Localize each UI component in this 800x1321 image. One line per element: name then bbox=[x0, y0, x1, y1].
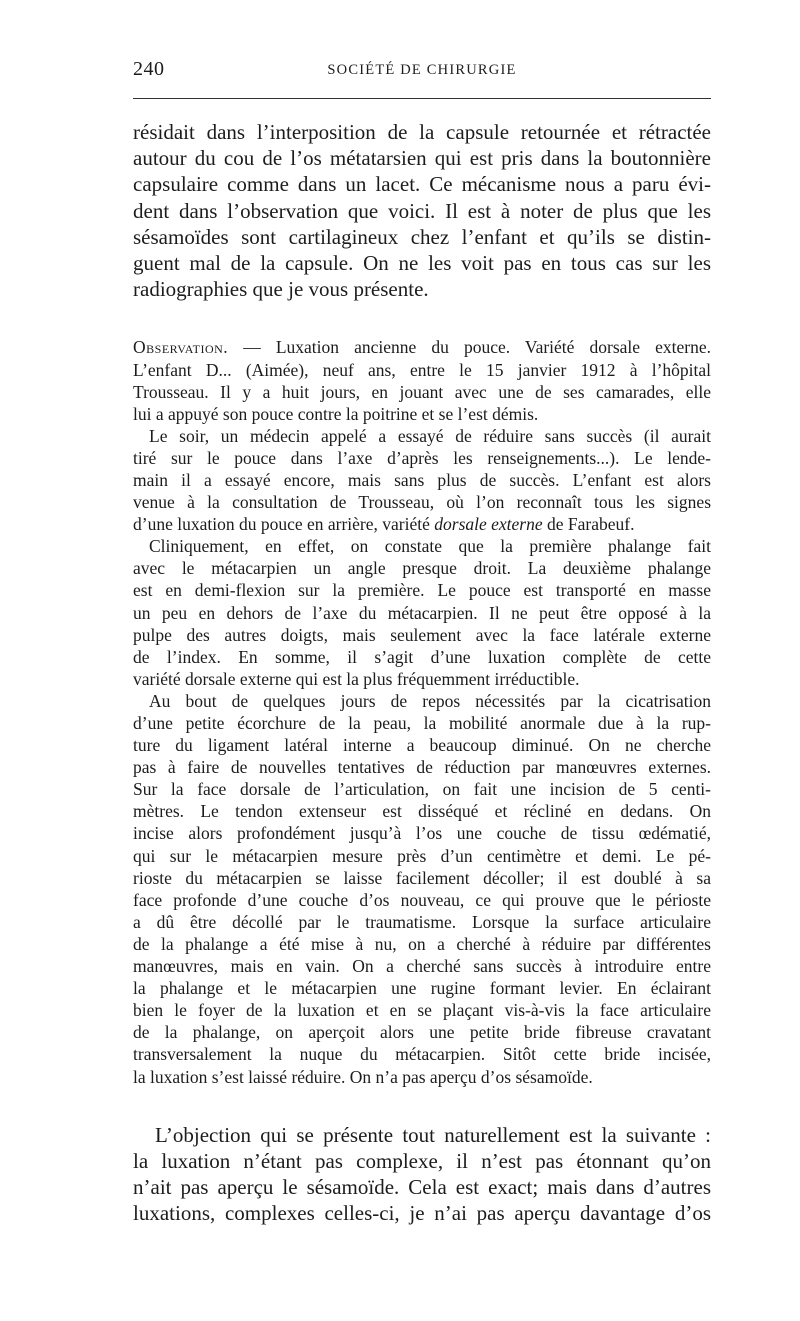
paragraph-objection bbox=[133, 1122, 711, 1227]
text-line: a dû être décollé par le traumatisme. Lorsque la surface articulaire bbox=[133, 911, 711, 932]
text-line: un peu en dehors de l’axe du métacarpien. Il ne peut être opposé à la bbox=[133, 602, 711, 623]
text-line: Le soir, un médecin appelé a essayé de réduire sans succès (il aurait bbox=[149, 425, 711, 446]
text-line: pulpe des autres doigts, mais seulement avec la face latérale externe bbox=[133, 624, 711, 645]
running-title: SOCIÉTÉ DE CHIRURGIE bbox=[327, 62, 517, 78]
text-line: L’enfant D... (Aimée), neuf ans, entre le 15 janvier 1912 à l’hôpital bbox=[133, 359, 711, 380]
text-line: Cliniquement, en effet, on constate que la première phalange fait bbox=[149, 536, 711, 557]
observation-heading-line bbox=[133, 336, 711, 358]
text-line: variété dorsale externe qui est la plus fréquemment irréductible. bbox=[133, 668, 580, 689]
text-line: tiré sur le pouce dans l’axe d’après les renseignements...). Le lende- bbox=[133, 447, 711, 468]
observation-intro bbox=[133, 336, 711, 424]
text-line: de la phalange a été mise à nu, on a cherché à réduire par différentes bbox=[133, 933, 711, 954]
text-line: bien le foyer de la luxation et en se plaçant vis-à-vis la face articulaire bbox=[133, 1000, 711, 1021]
text-line: est en demi-flexion sur la première. Le pouce est transporté en masse bbox=[133, 580, 711, 601]
text-line: mètres. Le tendon extenseur est disséqué et récliné en dedans. On bbox=[133, 801, 711, 822]
text-line: ture du ligament latéral interne a beaucoup diminué. On ne cherche bbox=[133, 735, 711, 756]
text-line: luxations, complexes celles-ci, je n’ai pas aperçu davantage d’os bbox=[133, 1201, 711, 1226]
observation-section bbox=[133, 336, 711, 1087]
text-line: guent mal de la capsule. On ne les voit pas en tous cas sur les bbox=[133, 251, 711, 276]
text-line: n’ait pas aperçu le sésamoïde. Cela est exact; mais dans d’autres bbox=[133, 1175, 711, 1200]
paragraph-clinique bbox=[133, 535, 711, 690]
text-line: radiographies que je vous présente. bbox=[133, 277, 429, 302]
text-line: venue à la consultation de Trousseau, où l’on reconnaît tous les signes bbox=[133, 492, 711, 513]
paragraph-capsule bbox=[133, 119, 711, 302]
text-fragment: d’une luxation du pouce en arrière, variété bbox=[133, 514, 435, 535]
text-line: manœuvres, mais en vain. On a cherché sans succès à introduire entre bbox=[133, 956, 711, 977]
text-fragment: de Farabeuf. bbox=[542, 514, 635, 535]
text-line: la luxation s’est laissé réduire. On n’a pas aperçu d’os sésamoïde. bbox=[133, 1066, 593, 1087]
text-line: la luxation n’étant pas complexe, il n’est pas étonnant qu’on bbox=[133, 1148, 711, 1173]
text-line: avec le métacarpien un angle presque droit. La deuxième phalange bbox=[133, 558, 711, 579]
book-page bbox=[133, 56, 711, 1226]
text-line: face profonde d’une couche d’os nouveau, ce qui prouve que le périoste bbox=[133, 889, 711, 910]
text-line: Au bout de quelques jours de repos nécessités par la cicatrisation bbox=[149, 690, 711, 711]
text-line: Trousseau. Il y a huit jours, en jouant avec une de ses camarades, elle bbox=[133, 381, 711, 402]
text-line: Sur la face dorsale de l’articulation, on fait une incision de 5 centi- bbox=[133, 779, 711, 800]
observation-title: — Luxation ancienne du pouce. Variété dorsale externe. bbox=[228, 337, 711, 358]
text-line: pas à faire de nouvelles tentatives de réduction par manœuvres externes. bbox=[133, 757, 711, 778]
text-line: lui a appuyé son pouce contre la poitrine et se l’est démis. bbox=[133, 403, 539, 424]
text-line: d’une petite écorchure de la peau, la mobilité anormale due à la rup- bbox=[133, 713, 711, 734]
header-rule bbox=[133, 98, 711, 99]
paragraph-operation bbox=[133, 690, 711, 1088]
text-line: capsulaire comme dans un lacet. Ce mécanisme nous a paru évi- bbox=[133, 172, 711, 197]
text-line: qui sur le métacarpien mesure près d’un centimètre et demi. Le pé- bbox=[133, 845, 711, 866]
text-line: incise alors profondément jusqu’à l’os une couche de tissu œdématié, bbox=[133, 823, 711, 844]
text-line bbox=[133, 513, 711, 535]
text-line: résidait dans l’interposition de la capsule retournée et rétractée bbox=[133, 120, 711, 144]
text-line: autour du cou de l’os métatarsien qui est pris dans la boutonnière bbox=[133, 146, 711, 171]
paragraph-soir bbox=[133, 425, 711, 535]
text-line: L’objection qui se présente tout naturellement est la suivante : bbox=[155, 1122, 711, 1147]
text-line: la phalange et le métacarpien une rugine formant levier. En éclairant bbox=[133, 978, 711, 999]
text-line: transversalement la nuque du métacarpien. Sitôt cette bride incisée, bbox=[133, 1044, 711, 1065]
text-line: sésamoïdes sont cartilagineux chez l’enfant et qu’ils se distin- bbox=[133, 224, 711, 249]
text-line: main il a essayé encore, mais sans plus de succès. L’enfant est alors bbox=[133, 469, 711, 490]
text-line: de l’index. En somme, il s’agit d’une luxation complète de cette bbox=[133, 646, 711, 667]
page-number: 240 bbox=[133, 58, 165, 80]
running-head bbox=[133, 56, 711, 84]
text-line: dent dans l’observation que voici. Il est à noter de plus que les bbox=[133, 198, 711, 223]
observation-label: Observation. bbox=[133, 337, 229, 358]
text-line: rioste du métacarpien se laisse facilement décoller; il est doublé à sa bbox=[133, 867, 711, 888]
text-line: de la phalange, on aperçoit alors une petite bride fibreuse cravatant bbox=[133, 1022, 711, 1043]
italic-term: dorsale externe bbox=[434, 514, 543, 535]
